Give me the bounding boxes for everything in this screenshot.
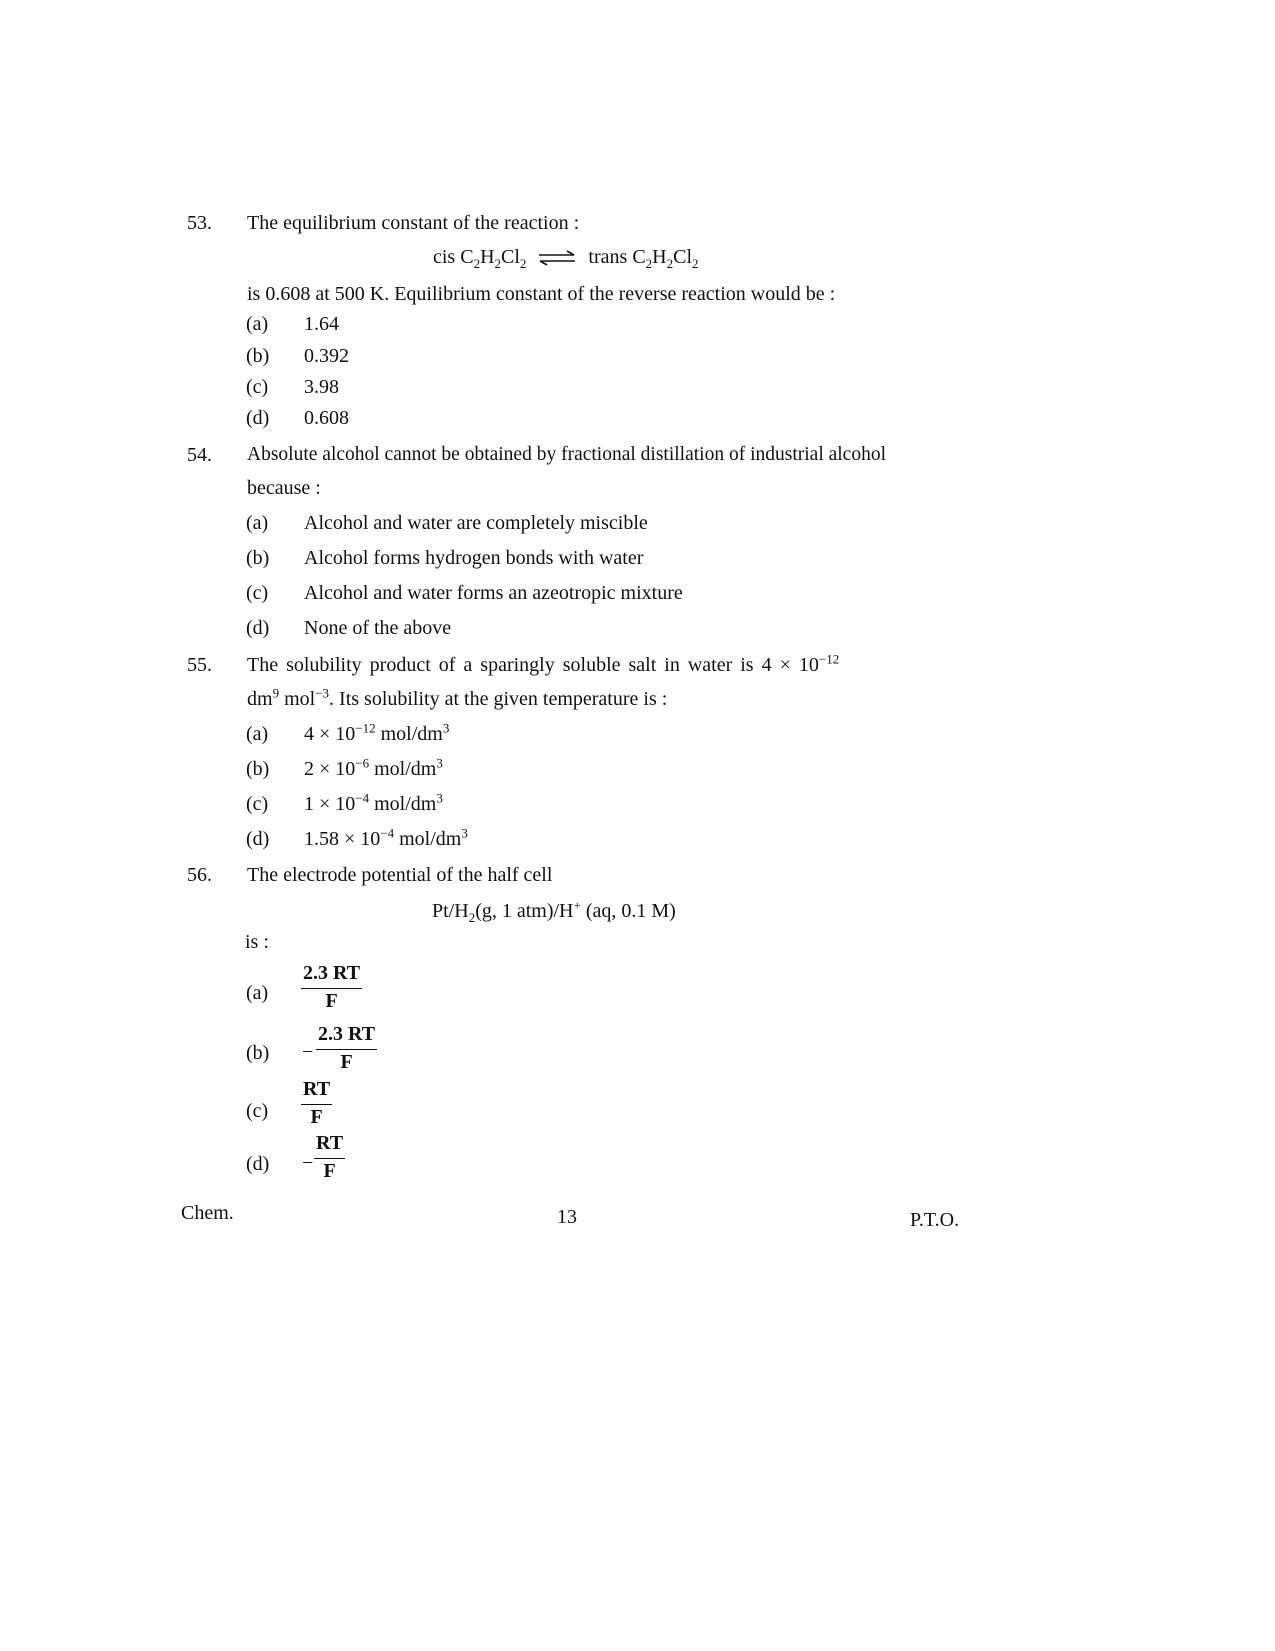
option-label: (b) <box>246 547 270 569</box>
footer-subject: Chem. <box>181 1202 234 1224</box>
option-label: (c) <box>246 376 269 398</box>
option-label: (d) <box>246 617 270 639</box>
option-value: Alcohol and water are completely miscible <box>304 512 648 534</box>
question-56-text: The electrode potential of the half cell <box>247 864 553 886</box>
question-54-text-line2: because : <box>247 477 321 499</box>
option-value: 3.98 <box>304 376 339 398</box>
option-label: (a) <box>246 982 269 1004</box>
reaction-product-label: trans <box>588 246 628 268</box>
fraction-denominator: F <box>340 1051 353 1073</box>
question-54-text: Absolute alcohol cannot be obtained by fractional distillation of industrial alcohol <box>247 444 887 465</box>
option-label: (c) <box>246 582 269 604</box>
fraction <box>301 1078 332 1129</box>
option-label: (a) <box>246 512 269 534</box>
option-value: Alcohol and water forms an azeotropic mixture <box>304 582 683 604</box>
minus-sign: − <box>302 1041 314 1063</box>
reactant-formula: $C_2H_2Cl_2$ <box>460 246 527 271</box>
option-label: (a) <box>246 723 269 745</box>
question-53-number: 53. <box>187 212 212 234</box>
fraction <box>314 1132 345 1183</box>
minus-sign: − <box>302 1152 314 1174</box>
reaction-equation <box>433 246 699 269</box>
option-value: 1.64 <box>304 313 339 335</box>
option-value: 0.392 <box>304 345 349 367</box>
option-label: (b) <box>246 1042 270 1064</box>
question-55-text: The solubility product of a sparingly soluble salt in water is $4 \times 10^{-12}$ <box>247 651 840 676</box>
option-value: $1.58 \times 10^{-4}$ mol/$dm^3$ <box>304 825 468 850</box>
question-55-text-line2: $dm^9$ mol$^{-3}$. Its solubility at the given temperature is : <box>247 685 668 710</box>
option-value: $4 \times 10^{-12}$ mol/$dm^3$ <box>304 720 450 745</box>
option-value: $2 \times 10^{-6}$ mol/$dm^3$ <box>304 755 443 780</box>
question-54-number: 54. <box>187 444 212 466</box>
page-number: 13 <box>557 1206 577 1228</box>
question-56-number: 56. <box>187 864 212 886</box>
equilibrium-arrow-icon <box>537 250 577 266</box>
reaction-reactant-label: cis <box>433 246 456 268</box>
fraction-numerator: 2.3 RT <box>316 1023 377 1050</box>
option-label: (b) <box>246 345 270 367</box>
question-53-text: The equilibrium constant of the reaction : <box>247 212 580 234</box>
option-label: (d) <box>246 828 270 850</box>
question-56-is: is : <box>245 931 269 953</box>
option-value: Alcohol forms hydrogen bonds with water <box>304 547 644 569</box>
option-label: (d) <box>246 407 270 429</box>
fraction-denominator: F <box>325 990 338 1012</box>
fraction-numerator: RT <box>301 1078 332 1105</box>
fraction-denominator: F <box>310 1106 323 1128</box>
half-cell-notation: $Pt/H_2(g$, 1 atm)/H+ (aq, 0.1 M) <box>432 897 676 925</box>
question-53-continuation: is 0.608 at 500 K. Equilibrium constant of the reverse reaction would be : <box>247 283 836 305</box>
option-label: (c) <box>246 1100 269 1122</box>
fraction <box>316 1023 377 1074</box>
option-value: 0.608 <box>304 407 349 429</box>
footer-pto: P.T.O. <box>910 1209 960 1231</box>
option-label: (d) <box>246 1153 270 1175</box>
option-label: (b) <box>246 758 270 780</box>
fraction-numerator: RT <box>314 1132 345 1159</box>
option-value: $1 \times 10^{-4}$ mol/$dm^3$ <box>304 790 443 815</box>
question-55-number: 55. <box>187 654 212 676</box>
product-formula: $C_2H_2Cl_2$ <box>632 246 699 271</box>
fraction <box>301 962 362 1013</box>
option-label: (a) <box>246 313 269 335</box>
option-value: None of the above <box>304 617 452 639</box>
option-label: (c) <box>246 793 269 815</box>
fraction-denominator: F <box>323 1160 336 1182</box>
fraction-numerator: 2.3 RT <box>301 962 362 989</box>
